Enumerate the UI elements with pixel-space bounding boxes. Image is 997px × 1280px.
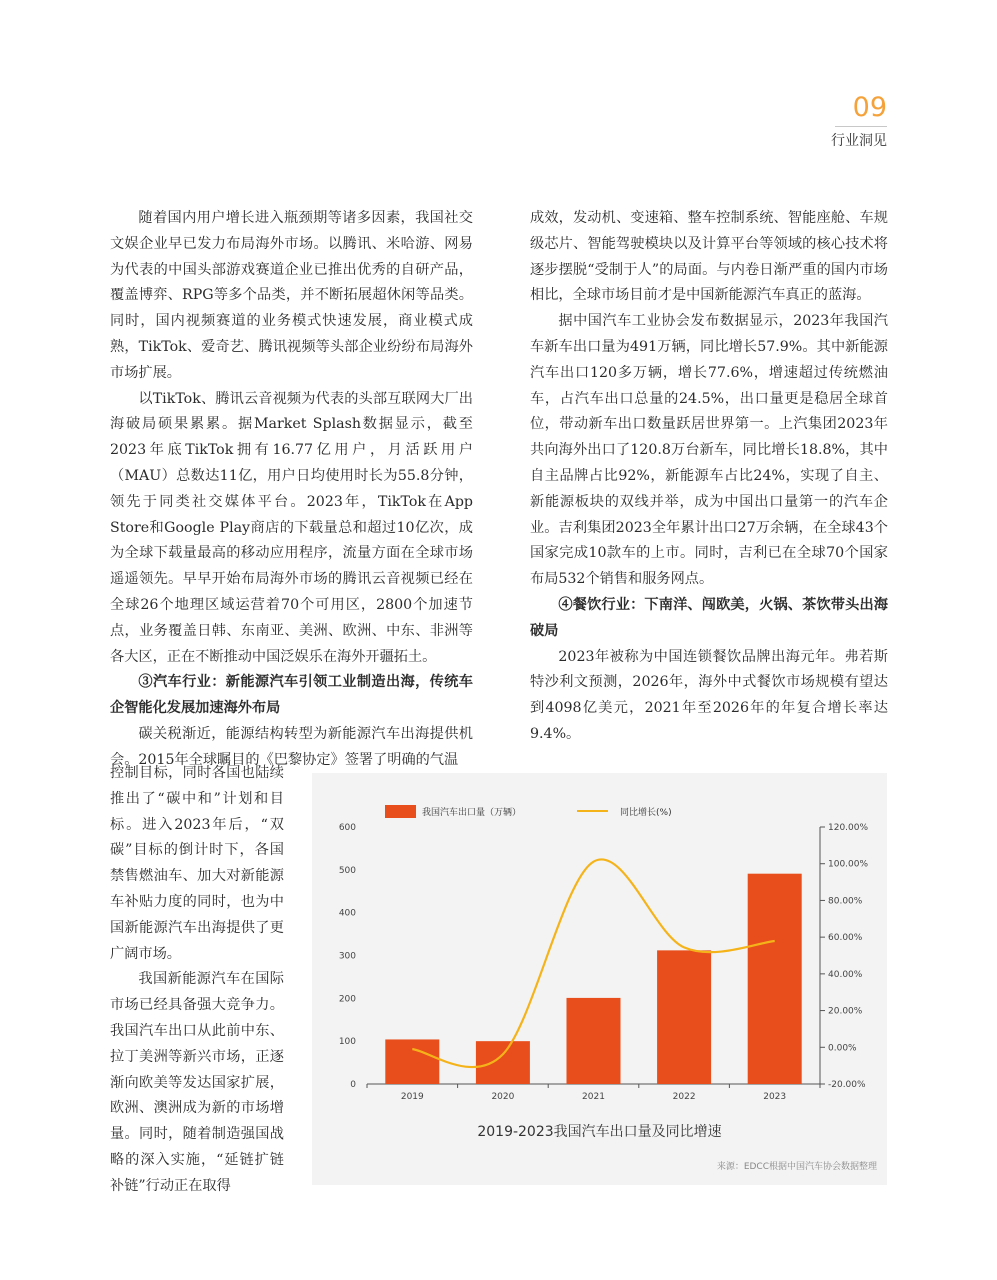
legend-swatch-bar bbox=[385, 805, 416, 818]
y-right-tick-label: 80.00% bbox=[828, 896, 863, 907]
y-right-tick-label: 40.00% bbox=[828, 969, 863, 980]
y-left-tick-label: 0 bbox=[350, 1080, 356, 1090]
paragraph: 控制目标，同时各国也陆续推出了“碳中和”计划和目标。进入2023年后，“双碳”目标的倒计时下，各国禁售燃油车、加大对新能源车补贴力度的同时，也为中国新能源汽车出海提供了更广阔市场。 bbox=[110, 765, 284, 962]
paragraph: 2023年被称为中国连锁餐饮品牌出海元年。弗若斯特沙利文预测，2026年，海外中式餐饮市场规模有望达到4098亿美元，2021年至2026年的年复合增长率达9.4%。 bbox=[530, 648, 888, 742]
legend-label-bar: 我国汽车出口量（万辆） bbox=[422, 808, 522, 818]
chart-bar bbox=[385, 1039, 439, 1084]
paragraph: 成效，发动机、变速箱、整车控制系统、智能座舱、车规级芯片、智能驾驶模块以及计算平台等领域的核心技术将逐步摆脱“受制于人”的局面。与内卷日渐严重的国内市场相比，全球市场目前才是中国新能源汽车真正的蓝海。 bbox=[530, 210, 888, 304]
y-right-tick-label: 0.00% bbox=[828, 1043, 857, 1054]
paragraph: 我国新能源汽车在国际市场已经具备强大竞争力。我国汽车出口从此前中东、拉丁美洲等新兴市场，正逐渐向欧美等发达国家扩展，欧洲、澳洲成为新的市场增量。同时，随着制造强国战略的深入实施，“延链扩链补链”行动正在取得 bbox=[110, 971, 284, 1194]
chart-bar bbox=[476, 1041, 530, 1084]
paragraph: 以TikTok、腾讯云音视频为代表的头部互联网大厂出海破局硕果累累。据Market Splash数据显示，截至2023年底TikTok拥有16.77亿用户，月活跃用户（MAU）总数达11亿，用户日均使用时长为55.8分钟，领先于同类社交媒体平台。2023年，TikTok在App Store和Google Play商店的下载量总和超过10亿次，成为全球下载量最高的移动应用程序，流量方面在全球市场遥遥领先。早早开始布局海外市场的腾讯云音视频已经在全球26个地理区域运营着70个可用区，2800个加速节点，业务覆盖日韩、东南亚、美洲、欧洲、中东、非洲等各大区，正在不断推动中国泛娱乐在海外开疆拓土。 bbox=[110, 390, 473, 665]
x-tick-label: 2019 bbox=[400, 1092, 424, 1102]
y-right-tick-label: 20.00% bbox=[828, 1006, 863, 1017]
y-left-tick-label: 600 bbox=[338, 823, 356, 833]
y-right-tick-label: 100.00% bbox=[828, 859, 869, 870]
section-label: 行业洞见 bbox=[831, 133, 887, 149]
chart-bar bbox=[657, 950, 711, 1084]
y-right-tick-label: 60.00% bbox=[828, 933, 863, 944]
section-heading: ③汽车行业：新能源汽车引领工业制造出海，传统车企智能化发展加速海外布局 bbox=[110, 674, 473, 717]
paragraph: 碳关税渐近，能源结构转型为新能源汽车出海提供机会。2015年全球瞩目的《巴黎协定》签署了明确的气温 bbox=[110, 725, 473, 768]
left-column-top bbox=[110, 206, 473, 774]
paragraph: 随着国内用户增长进入瓶颈期等诸多因素，我国社交文娱企业早已发力布局海外市场。以腾讯、米哈游、网易为代表的中国头部游戏赛道企业已推出优秀的自研产品，覆盖博弈、RPG等多个品类，并不断拓展超休闲等品类。同时，国内视频赛道的业务模式快速发展，商业模式成熟，TikTok、爱奇艺、腾讯视频等头部企业纷纷布局海外市场扩展。 bbox=[110, 210, 473, 381]
y-left-tick-label: 500 bbox=[338, 865, 356, 876]
chart-source: 来源：EDCC根据中国汽车协会数据整理 bbox=[716, 1162, 877, 1172]
legend-label-line: 同比增长(%) bbox=[620, 808, 672, 818]
header-divider bbox=[835, 126, 887, 127]
chart-bar bbox=[748, 874, 802, 1084]
y-right-tick-label: 120.00% bbox=[828, 823, 869, 833]
chart-legend bbox=[385, 805, 672, 818]
right-column bbox=[530, 206, 888, 748]
section-heading: ④餐饮行业：下南洋、闯欧美，火锅、茶饮带头出海破局 bbox=[530, 596, 888, 639]
y-left-tick-label: 100 bbox=[338, 1037, 356, 1048]
left-column-bottom bbox=[110, 761, 284, 1200]
paragraph: 据中国汽车工业协会发布数据显示，2023年我国汽车新车出口量为491万辆，同比增长57.9%。其中新能源汽车出口120多万辆，增长77.6%，增速超过传统燃油车，占汽车出口总量的24.5%，出口量更是稳居全球首位，带动新车出口数量跃居世界第一。上汽集团2023年共向海外出口了120.8万台新车，同比增长18.8%，其中自主品牌占比92%，新能源车占比24%，实现了自主、新能源板块的双线并举，成为中国出口量第一的汽车企业。吉利集团2023全年累计出口27万余辆，在全球43个国家完成10款车的上市。同时，吉利已在全球70个国家布局532个销售和服务网点。 bbox=[530, 313, 888, 588]
x-tick-label: 2022 bbox=[672, 1092, 696, 1102]
chart-bars bbox=[385, 874, 801, 1084]
page-number: 09 bbox=[852, 92, 887, 123]
chart-panel bbox=[312, 773, 887, 1185]
y-left-tick-label: 300 bbox=[338, 951, 356, 962]
x-tick-label: 2020 bbox=[491, 1092, 515, 1102]
chart-bar bbox=[567, 998, 621, 1084]
y-left-tick-label: 200 bbox=[338, 994, 356, 1005]
x-tick-label: 2023 bbox=[763, 1092, 787, 1102]
export-chart bbox=[312, 773, 887, 1113]
y-right-tick-label: -20.00% bbox=[828, 1080, 866, 1090]
chart-title: 2019-2023我国汽车出口量及同比增速 bbox=[477, 1124, 722, 1140]
y-left-tick-label: 400 bbox=[338, 908, 356, 919]
x-tick-label: 2021 bbox=[582, 1092, 605, 1102]
